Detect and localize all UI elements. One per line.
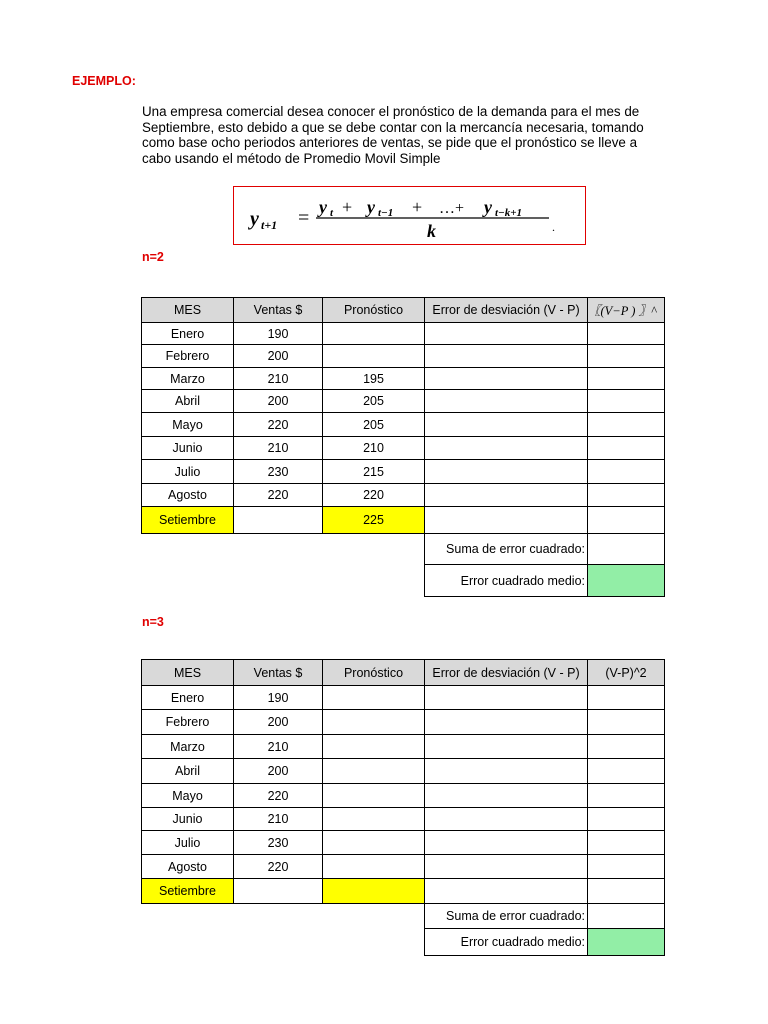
moving-average-formula	[233, 186, 586, 245]
forecast-table-n2	[141, 297, 665, 597]
month-cell: Agosto	[142, 855, 234, 879]
formula-plus1: +	[342, 197, 353, 217]
error-squared-cell[interactable]	[588, 368, 665, 390]
error-cell[interactable]	[425, 507, 588, 534]
sales-cell[interactable]: 230	[234, 831, 323, 855]
month-cell: Mayo	[142, 413, 234, 437]
error-cell[interactable]	[425, 686, 588, 710]
table2-sum-row	[142, 904, 665, 929]
error-cell[interactable]	[425, 460, 588, 484]
table-row	[142, 831, 665, 855]
formula-num-y2: y	[367, 197, 375, 217]
forecast-cell[interactable]: 195	[323, 368, 425, 390]
sales-cell[interactable]: 190	[234, 323, 323, 345]
mean-error-value[interactable]	[588, 565, 665, 597]
error-squared-cell[interactable]	[588, 879, 665, 904]
forecast-cell[interactable]	[323, 759, 425, 784]
table-row	[142, 735, 665, 759]
table-row	[142, 710, 665, 735]
table1-body	[142, 323, 665, 534]
formula-den: k	[427, 221, 436, 241]
mean-error-label: Error cuadrado medio:	[425, 565, 588, 597]
table2-header-row	[142, 660, 665, 686]
error-cell[interactable]	[425, 368, 588, 390]
error-cell[interactable]	[425, 808, 588, 831]
col-mes: MES	[142, 660, 234, 686]
error-squared-cell[interactable]	[588, 831, 665, 855]
error-cell[interactable]	[425, 831, 588, 855]
sales-cell[interactable]	[234, 879, 323, 904]
table-row	[142, 808, 665, 831]
sales-cell[interactable]: 220	[234, 855, 323, 879]
table-row	[142, 390, 665, 413]
table-row	[142, 345, 665, 368]
sales-cell[interactable]: 210	[234, 735, 323, 759]
error-squared-cell[interactable]	[588, 507, 665, 534]
sum-error-label: Suma de error cuadrado:	[425, 534, 588, 565]
table1-header-row	[142, 298, 665, 323]
error-squared-cell[interactable]	[588, 855, 665, 879]
formula-plus2: +	[412, 197, 423, 217]
col-pronostico: Pronóstico	[323, 298, 425, 323]
forecast-table-n3	[141, 659, 665, 956]
sales-cell[interactable]: 210	[234, 368, 323, 390]
month-cell: Enero	[142, 323, 234, 345]
mean-error-label: Error cuadrado medio:	[425, 929, 588, 956]
sales-cell[interactable]: 220	[234, 784, 323, 808]
table-row	[142, 759, 665, 784]
formula-lhs: y	[250, 208, 259, 230]
formula-num-sub2: t−1	[378, 207, 394, 219]
sum-error-label: Suma de error cuadrado:	[425, 904, 588, 929]
table-row	[142, 686, 665, 710]
forecast-cell[interactable]	[323, 345, 425, 368]
table2-label: n=3	[142, 615, 164, 629]
formula-num-sub1: t	[330, 207, 334, 219]
sales-cell[interactable]: 210	[234, 808, 323, 831]
month-cell: Febrero	[142, 345, 234, 368]
table-row	[142, 413, 665, 437]
error-squared-cell[interactable]	[588, 808, 665, 831]
table1-sum-row	[142, 534, 665, 565]
col-pronostico: Pronóstico	[323, 660, 425, 686]
error-squared-cell[interactable]	[588, 784, 665, 808]
month-cell: Junio	[142, 808, 234, 831]
error-squared-cell[interactable]	[588, 390, 665, 413]
sales-cell[interactable]: 200	[234, 390, 323, 413]
error-cell[interactable]	[425, 323, 588, 345]
table-row	[142, 855, 665, 879]
error-cell[interactable]	[425, 735, 588, 759]
error-squared-cell[interactable]	[588, 413, 665, 437]
forecast-cell[interactable]	[323, 855, 425, 879]
error-cell[interactable]	[425, 879, 588, 904]
table2-mean-row	[142, 929, 665, 956]
table1-mean-row	[142, 565, 665, 597]
sales-cell[interactable]: 230	[234, 460, 323, 484]
table-row	[142, 437, 665, 460]
sales-cell[interactable]: 200	[234, 710, 323, 735]
forecast-cell[interactable]: 205	[323, 413, 425, 437]
col-error-squared: 〖(V−P ) 〗^	[588, 298, 665, 323]
table-row	[142, 368, 665, 390]
error-squared-cell[interactable]	[588, 323, 665, 345]
month-cell: Julio	[142, 831, 234, 855]
formula-dot: .	[552, 220, 555, 234]
error-cell[interactable]	[425, 855, 588, 879]
sales-cell[interactable]: 220	[234, 413, 323, 437]
month-cell: Agosto	[142, 484, 234, 507]
col-error: Error de desviación (V - P)	[425, 660, 588, 686]
month-cell: Junio	[142, 437, 234, 460]
month-cell: Enero	[142, 686, 234, 710]
forecast-cell[interactable]	[323, 831, 425, 855]
sales-cell[interactable]: 220	[234, 484, 323, 507]
sales-cell[interactable]: 190	[234, 686, 323, 710]
month-cell: Abril	[142, 759, 234, 784]
formula-num-y3: y	[484, 197, 492, 217]
table-row	[142, 879, 665, 904]
formula-num-y1: y	[319, 197, 327, 217]
error-squared-cell[interactable]	[588, 686, 665, 710]
month-cell: Mayo	[142, 784, 234, 808]
table-row	[142, 484, 665, 507]
col-error: Error de desviación (V - P)	[425, 298, 588, 323]
error-cell[interactable]	[425, 710, 588, 735]
month-cell: Abril	[142, 390, 234, 413]
forecast-cell[interactable]	[323, 686, 425, 710]
error-cell[interactable]	[425, 345, 588, 368]
error-squared-cell[interactable]	[588, 735, 665, 759]
sales-cell[interactable]	[234, 507, 323, 534]
error-squared-cell[interactable]	[588, 759, 665, 784]
month-cell: Marzo	[142, 735, 234, 759]
forecast-cell[interactable]	[323, 808, 425, 831]
error-cell[interactable]	[425, 784, 588, 808]
forecast-cell[interactable]	[323, 710, 425, 735]
forecast-cell[interactable]	[323, 879, 425, 904]
mean-error-value[interactable]	[588, 929, 665, 956]
sum-error-value[interactable]	[588, 534, 665, 565]
formula-ellipsis: …+	[439, 200, 465, 217]
formula-equals: =	[298, 207, 310, 229]
table-row	[142, 784, 665, 808]
forecast-cell[interactable]: 205	[323, 390, 425, 413]
error-cell[interactable]	[425, 437, 588, 460]
month-cell: Setiembre	[142, 507, 234, 534]
error-cell[interactable]	[425, 413, 588, 437]
example-heading: EJEMPLO:	[72, 74, 136, 88]
sales-cell[interactable]: 210	[234, 437, 323, 460]
forecast-cell[interactable]	[323, 784, 425, 808]
sum-error-value[interactable]	[588, 904, 665, 929]
col-ventas: Ventas $	[234, 298, 323, 323]
month-cell: Setiembre	[142, 879, 234, 904]
formula-num-sub3: t−k+1	[495, 207, 522, 219]
table2-body	[142, 686, 665, 904]
forecast-cell[interactable]	[323, 323, 425, 345]
month-cell: Marzo	[142, 368, 234, 390]
table-row	[142, 323, 665, 345]
error-squared-cell[interactable]	[588, 345, 665, 368]
forecast-cell[interactable]: 220	[323, 484, 425, 507]
forecast-cell[interactable]: 210	[323, 437, 425, 460]
col-mes: MES	[142, 298, 234, 323]
formula-lhs-sub: t+1	[261, 218, 278, 232]
error-squared-cell[interactable]	[588, 460, 665, 484]
error-cell[interactable]	[425, 390, 588, 413]
table-row	[142, 460, 665, 484]
col-ventas: Ventas $	[234, 660, 323, 686]
col-error-squared: (V-P)^2	[588, 660, 665, 686]
month-cell: Julio	[142, 460, 234, 484]
forecast-cell[interactable]	[323, 735, 425, 759]
month-cell: Febrero	[142, 710, 234, 735]
error-cell[interactable]	[425, 759, 588, 784]
error-cell[interactable]	[425, 484, 588, 507]
error-squared-cell[interactable]	[588, 437, 665, 460]
forecast-cell[interactable]: 215	[323, 460, 425, 484]
error-squared-cell[interactable]	[588, 484, 665, 507]
table-row	[142, 507, 665, 534]
sales-cell[interactable]: 200	[234, 345, 323, 368]
sales-cell[interactable]: 200	[234, 759, 323, 784]
problem-statement: Una empresa comercial desea conocer el pronóstico de la demanda para el mes de Septiembre, esto debido a que se debe contar con la mercancía necesaria, tomando como base ocho periodos anteriores de ventas, se pide que el pronóstico se lleve a cabo usando el método de Promedio Movil Simple	[142, 104, 644, 166]
forecast-cell[interactable]: 225	[323, 507, 425, 534]
table1-label: n=2	[142, 250, 164, 264]
error-squared-cell[interactable]	[588, 710, 665, 735]
